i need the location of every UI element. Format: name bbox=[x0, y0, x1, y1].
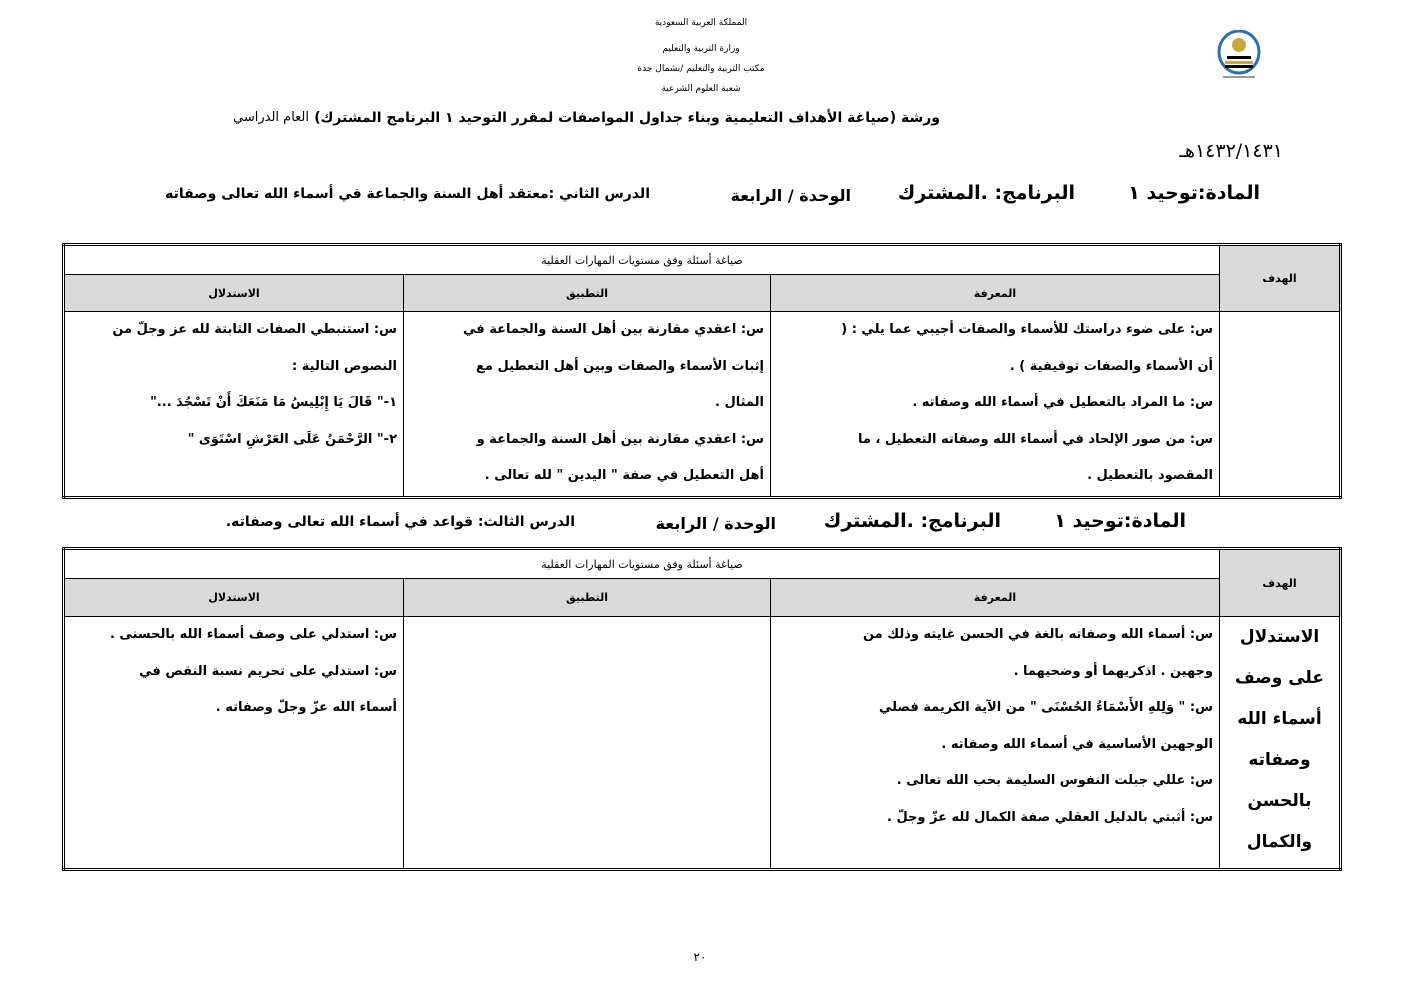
knowledge-header: المعرفة bbox=[771, 275, 1220, 312]
lesson: الدرس الثاني :معتقد أهل السنة والجماعة في أسماء الله تعالى وصفاته bbox=[165, 186, 650, 202]
table-title: صياغة أسئلة وفق مستويات المهارات العقلية bbox=[64, 549, 1220, 579]
skills-table-lesson-3 bbox=[62, 547, 1342, 871]
knowledge-header: المعرفة bbox=[771, 579, 1220, 617]
inference-cell bbox=[64, 312, 404, 498]
goal-line: والكمال bbox=[1246, 832, 1313, 852]
question: س: من صور الإلحاد في أسماء الله وصفاته التعطيل ، ما bbox=[857, 431, 1213, 447]
question: ١-" قَالَ يَا إِبْلِيسُ مَا مَنَعَكَ أَنْ تَسْجُدَ ..." bbox=[150, 395, 397, 410]
header-line: المملكة العربية السعودية bbox=[654, 18, 748, 28]
question: إثبات الأسماء والصفات وبين أهل التعطيل مع bbox=[476, 358, 764, 374]
question: وجهين . اذكريهما أو وضحيهما . bbox=[1013, 663, 1213, 679]
question: أن الأسماء والصفات توقيفية ) . bbox=[1009, 358, 1213, 374]
application-header: التطبيق bbox=[404, 579, 771, 617]
subject: المادة:توحيد ١ bbox=[1054, 510, 1186, 532]
question: أهل التعطيل في صفة " اليدين " لله تعالى . bbox=[484, 468, 764, 483]
application-header: التطبيق bbox=[404, 275, 771, 312]
question: النصوص التالية : bbox=[292, 358, 397, 374]
subject: المادة:توحيد ١ bbox=[1128, 182, 1260, 204]
question: الوجهين الأساسية في أسماء الله وصفاته . bbox=[941, 736, 1213, 752]
question: س: على ضوء دراستك للأسماء والصفات أجيبي عما يلي : ( bbox=[841, 322, 1213, 337]
program: البرنامج: .المشترك bbox=[823, 510, 1001, 532]
header-line: مكتب التربية والتعليم /بشمال جدة bbox=[637, 64, 765, 74]
application-cell bbox=[404, 617, 771, 870]
goal-line: أسماء الله bbox=[1237, 709, 1322, 729]
goal-header: الهدف bbox=[1220, 549, 1341, 617]
question: المقصود بالتعطيل . bbox=[1087, 468, 1213, 483]
ministry-logo bbox=[1213, 30, 1265, 84]
academic-year: ١٤٣٢/١٤٣١هـ bbox=[1179, 140, 1283, 162]
workshop-title: ورشة (صياغة الأهداف التعليمية وبناء جداول المواصفات لمقرر التوحيد ١ البرنامج المشترك) bbox=[314, 110, 940, 126]
goal-line: بالحسن bbox=[1247, 791, 1312, 811]
question: س: أثبتي بالدليل العقلي صفة الكمال لله عزّ وجلّ . bbox=[886, 809, 1213, 825]
header-line: شعبة العلوم الشرعية bbox=[661, 84, 741, 94]
table-title: صياغة أسئلة وفق مستويات المهارات العقلية bbox=[64, 245, 1220, 275]
knowledge-cell bbox=[771, 312, 1220, 498]
question: س: اعقدي مقارنة بين أهل السنة والجماعة في bbox=[463, 322, 764, 337]
unit: الوحدة / الرابعة bbox=[655, 514, 776, 533]
page-number: ٢٠ bbox=[693, 950, 707, 964]
question: س: عللي جبلت النفوس السليمة بحب الله تعالى . bbox=[896, 773, 1213, 788]
lesson: الدرس الثالث: قواعد في أسماء الله تعالى وصفاته. bbox=[225, 514, 575, 530]
question: س: استنبطي الصفات الثابتة لله عز وجلّ من bbox=[112, 322, 397, 337]
question: س: ما المراد بالتعطيل في أسماء الله وصفاته . bbox=[912, 395, 1213, 410]
goal-cell bbox=[1220, 617, 1341, 870]
skills-table-lesson-2 bbox=[62, 243, 1342, 499]
question: س: استدلي على تحريم نسبة النقص في bbox=[139, 663, 397, 679]
goal-header: الهدف bbox=[1220, 245, 1341, 312]
question: أسماء الله عزّ وجلّ وصفاته . bbox=[215, 700, 397, 715]
goal-line: الاستدلال bbox=[1239, 627, 1320, 647]
inference-header: الاستدلال bbox=[64, 275, 404, 312]
inference-cell bbox=[64, 617, 404, 870]
question: س: استدلي على وصف أسماء الله بالحسنى . bbox=[109, 627, 397, 642]
knowledge-cell bbox=[771, 617, 1220, 870]
question: س: " وَلِلهِ الأَسْمَاءُ الحُسْنَى " من الآية الكريمة فصلي bbox=[878, 700, 1213, 715]
unit: الوحدة / الرابعة bbox=[730, 186, 851, 205]
program: البرنامج: .المشترك bbox=[897, 182, 1075, 204]
question: س: اعقدي مقارنة بين أهل السنة والجماعة و bbox=[476, 431, 764, 447]
application-cell bbox=[404, 312, 771, 498]
header-line: وزارة التربية والتعليم bbox=[662, 44, 740, 54]
question: س: أسماء الله وصفاته بالغة في الحسن غايته وذلك من bbox=[862, 627, 1213, 642]
goal-cell bbox=[1220, 312, 1341, 498]
academic-year-label: العام الدراسي bbox=[233, 110, 310, 125]
question: المثال . bbox=[715, 395, 764, 410]
goal-line: على وصف bbox=[1235, 668, 1324, 688]
question: ٢-" الرَّحْمَنُ عَلَى العَرْشِ اسْتَوَى " bbox=[187, 431, 397, 447]
inference-header: الاستدلال bbox=[64, 579, 404, 617]
goal-line: وصفاته bbox=[1248, 750, 1311, 770]
